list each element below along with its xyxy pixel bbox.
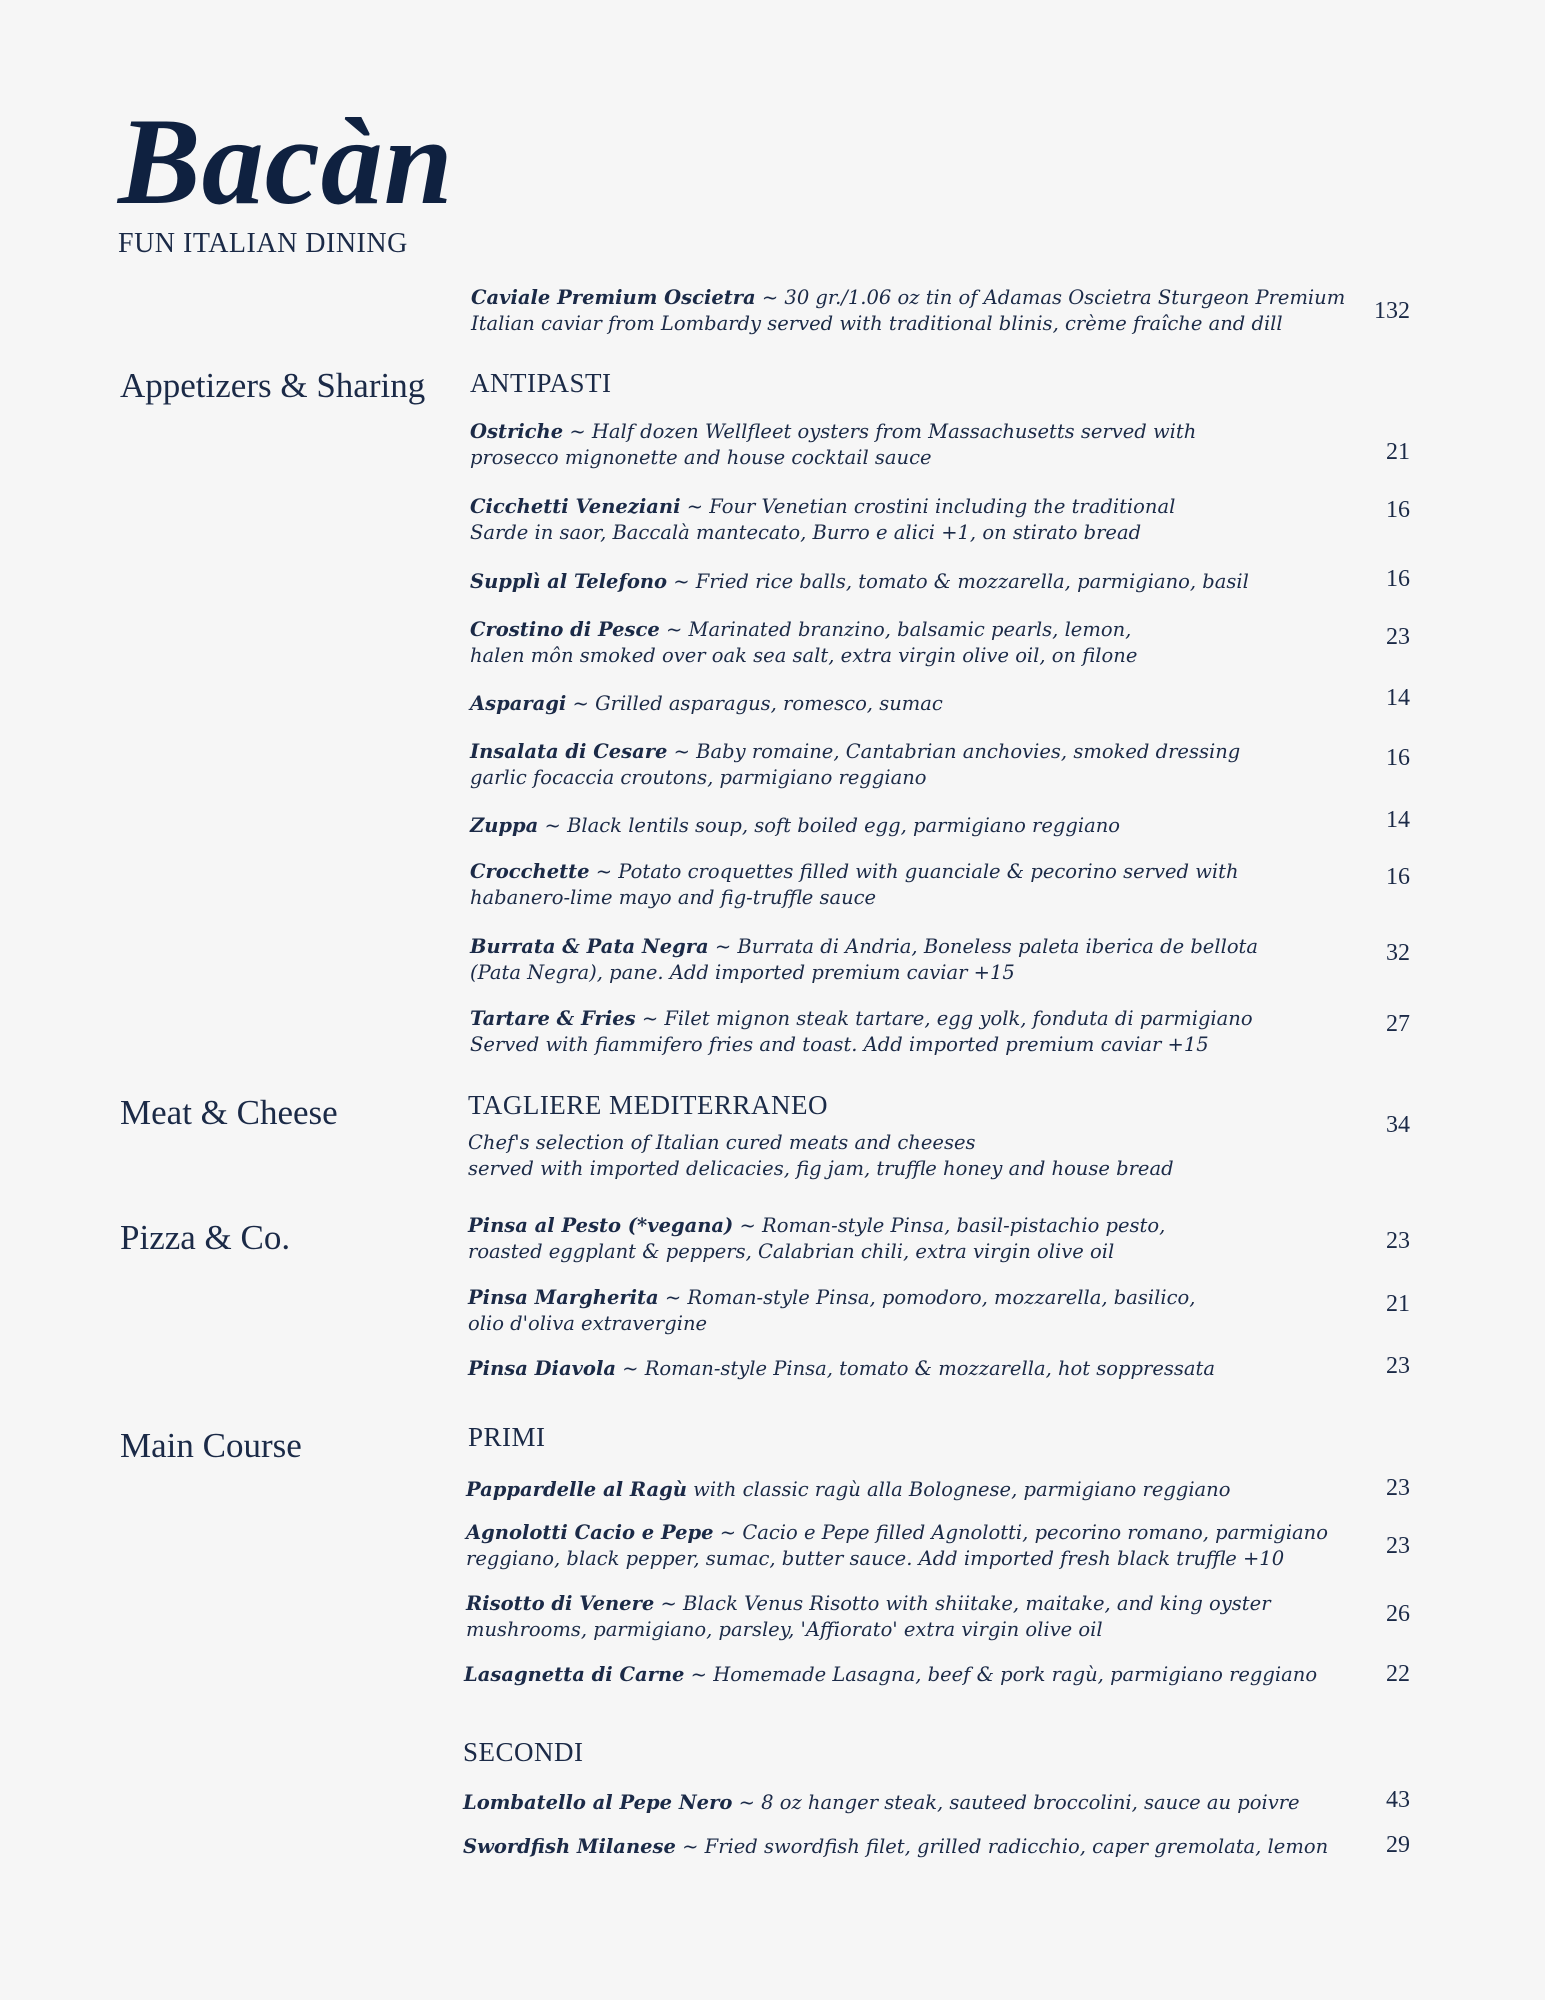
- item-desc: habanero-lime mayo and fig-truffle sauce: [470, 886, 877, 909]
- item-desc: ~ Marinated branzino, balsamic pearls, lemon,: [659, 618, 1132, 641]
- item-desc: ~ Four Venetian crostini including the traditional: [680, 495, 1176, 518]
- menu-item: [470, 813, 1350, 839]
- menu-item: [470, 617, 1350, 669]
- menu-item-caviale: [471, 285, 1351, 337]
- item-desc: Served with fiammifero fries and toast. Add imported premium caviar +15: [470, 1033, 1209, 1056]
- item-price: 16: [1386, 566, 1410, 592]
- item-desc: ~ Black Venus Risotto with shiitake, maitake, and king oyster: [654, 1592, 1271, 1615]
- item-name: Cicchetti Veneziani: [470, 495, 681, 518]
- brand-tagline: FUN ITALIAN DINING: [118, 228, 408, 259]
- item-price: 23: [1386, 624, 1410, 650]
- item-desc: ~ Half dozen Wellfleet oysters from Massachusetts served with: [563, 420, 1197, 443]
- item-name: Crocchette: [470, 860, 590, 883]
- item-price: 34: [1386, 1112, 1410, 1138]
- item-name: Pappardelle al Ragù: [466, 1478, 687, 1501]
- item-desc: ~ Black lentils soup, soft boiled egg, parmigiano reggiano: [538, 814, 1121, 837]
- menu-item: [468, 1356, 1348, 1382]
- item-desc: prosecco mignonette and house cocktail sauce: [470, 446, 932, 469]
- item-name: Pinsa al Pesto (*vegana): [468, 1214, 734, 1237]
- menu-item: [470, 1006, 1350, 1058]
- item-name: Pinsa Diavola: [468, 1357, 616, 1380]
- section-title-meat-cheese: Meat & Cheese: [120, 1093, 338, 1132]
- menu-item: [470, 691, 1350, 717]
- item-desc: halen môn smoked over oak sea salt, extra virgin olive oil, on filone: [470, 644, 1138, 667]
- item-name: Burrata & Pata Negra: [470, 935, 709, 958]
- item-name: Asparagi: [470, 692, 567, 715]
- item-desc: reggiano, black pepper, sumac, butter sauce. Add imported fresh black truffle +10: [466, 1547, 1285, 1570]
- menu-item: [468, 1213, 1348, 1265]
- menu-item: [470, 419, 1350, 471]
- item-desc: roasted eggplant & peppers, Calabrian chili, extra virgin olive oil: [468, 1240, 1115, 1263]
- item-price: 23: [1386, 1475, 1410, 1501]
- restaurant-logo: [118, 93, 458, 260]
- item-desc: mushrooms, parmigiano, parsley, 'Affiorato' extra virgin olive oil: [466, 1618, 1103, 1641]
- item-price: 23: [1386, 1228, 1410, 1254]
- item-price: 29: [1386, 1832, 1410, 1858]
- item-price: 14: [1386, 685, 1410, 711]
- item-price: 26: [1386, 1601, 1410, 1627]
- menu-item: [470, 494, 1350, 546]
- menu-item: [466, 1477, 1366, 1503]
- item-desc: ~ Fried swordfish filet, grilled radicchio, caper gremolata, lemon: [675, 1835, 1329, 1858]
- section-title-main-course: Main Course: [120, 1426, 302, 1465]
- brand-name: Bacàn: [118, 93, 454, 230]
- subhead-primi: PRIMI: [468, 1422, 546, 1452]
- item-price: 16: [1386, 864, 1410, 890]
- item-desc: Italian caviar from Lombardy served with traditional blinis, crème fraîche and dill: [471, 312, 1283, 335]
- item-desc: ~ 30 gr./1.06 oz tin of Adamas Oscietra Sturgeon Premium: [755, 286, 1346, 309]
- item-desc: ~ Cacio e Pepe filled Agnolotti, pecorino romano, parmigiano: [713, 1521, 1328, 1544]
- item-desc: ~ Roman-style Pinsa, basil-pistachio pesto,: [733, 1214, 1166, 1237]
- item-price: 43: [1386, 1787, 1410, 1813]
- item-desc: ~ Roman-style Pinsa, pomodoro, mozzarella, basilico,: [658, 1286, 1196, 1309]
- item-desc: Sarde in saor, Baccalà mantecato, Burro e alici +1, on stirato bread: [470, 521, 1142, 544]
- item-name: Lasagnetta di Carne: [464, 1663, 685, 1686]
- item-desc: ~ Homemade Lasagna, beef & pork ragù, parmigiano reggiano: [684, 1663, 1318, 1686]
- item-desc: ~ Filet mignon steak tartare, egg yolk, fonduta di parmigiano: [635, 1007, 1253, 1030]
- item-price: 132: [1374, 298, 1410, 324]
- item-name: Supplì al Telefono: [470, 570, 668, 593]
- item-name: Pinsa Margherita: [468, 1286, 659, 1309]
- item-name: Ostriche: [470, 420, 564, 443]
- item-desc: ~ Grilled asparagus, romesco, sumac: [566, 692, 943, 715]
- item-desc: garlic focaccia croutons, parmigiano reggiano: [470, 766, 927, 789]
- subhead-antipasti: ANTIPASTI: [470, 368, 612, 398]
- item-desc: Chef's selection of Italian cured meats and cheeses: [468, 1131, 976, 1154]
- menu-item: [470, 569, 1350, 595]
- item-name: Swordfish Milanese: [463, 1835, 676, 1858]
- item-price: 22: [1386, 1661, 1410, 1687]
- menu-item: [466, 1520, 1366, 1572]
- item-name: Tartare & Fries: [470, 1007, 636, 1030]
- item-desc: ~ Fried rice balls, tomato & mozzarella, parmigiano, basil: [667, 570, 1249, 593]
- item-price: 21: [1386, 1291, 1410, 1317]
- menu-item: [468, 1285, 1348, 1337]
- item-desc: ~ Burrata di Andria, Boneless paleta iberica de bellota: [708, 935, 1259, 958]
- item-desc: ~ Potato croquettes filled with guanciale & pecorino served with: [589, 860, 1239, 883]
- item-price: 14: [1386, 807, 1410, 833]
- menu-item: [470, 859, 1350, 911]
- item-name: Agnolotti Cacio e Pepe: [466, 1521, 714, 1544]
- item-price: 32: [1386, 940, 1410, 966]
- item-desc: served with imported delicacies, fig jam, truffle honey and house bread: [468, 1157, 1174, 1180]
- subhead-tagliere: TAGLIERE MEDITERRANEO: [468, 1090, 829, 1120]
- section-title-appetizers: Appetizers & Sharing: [120, 366, 426, 405]
- item-desc: ~ Baby romaine, Cantabrian anchovies, smoked dressing: [667, 740, 1241, 763]
- item-price: 23: [1386, 1353, 1410, 1379]
- menu-item: [470, 934, 1350, 986]
- subhead-secondi: SECONDI: [463, 1737, 584, 1767]
- item-desc: ~ 8 oz hanger steak, sauteed broccolini, sauce au poivre: [732, 1791, 1300, 1814]
- menu-item: [466, 1591, 1366, 1643]
- item-name: Lombatello al Pepe Nero: [463, 1791, 733, 1814]
- item-name: Insalata di Cesare: [470, 740, 668, 763]
- item-price: 27: [1386, 1011, 1410, 1037]
- menu-item-tagliere: [468, 1130, 1348, 1182]
- item-price: 16: [1386, 497, 1410, 523]
- item-desc: with classic ragù alla Bolognese, parmigiano reggiano: [686, 1478, 1231, 1501]
- item-price: 16: [1386, 745, 1410, 771]
- menu-item: [463, 1790, 1363, 1816]
- item-price: 23: [1386, 1533, 1410, 1559]
- menu-item: [470, 739, 1350, 791]
- menu-item: [464, 1662, 1364, 1688]
- item-desc: (Pata Negra), pane. Add imported premium caviar +15: [470, 961, 1015, 984]
- section-title-pizza: Pizza & Co.: [120, 1218, 291, 1257]
- item-price: 21: [1386, 439, 1410, 465]
- item-name: Caviale Premium Oscietra: [471, 286, 756, 309]
- item-name: Zuppa: [470, 814, 539, 837]
- item-desc: ~ Roman-style Pinsa, tomato & mozzarella, hot soppressata: [615, 1357, 1215, 1380]
- item-desc: olio d'oliva extravergine: [468, 1312, 708, 1335]
- menu-item: [463, 1834, 1363, 1860]
- item-name: Crostino di Pesce: [470, 618, 660, 641]
- item-name: Risotto di Venere: [466, 1592, 655, 1615]
